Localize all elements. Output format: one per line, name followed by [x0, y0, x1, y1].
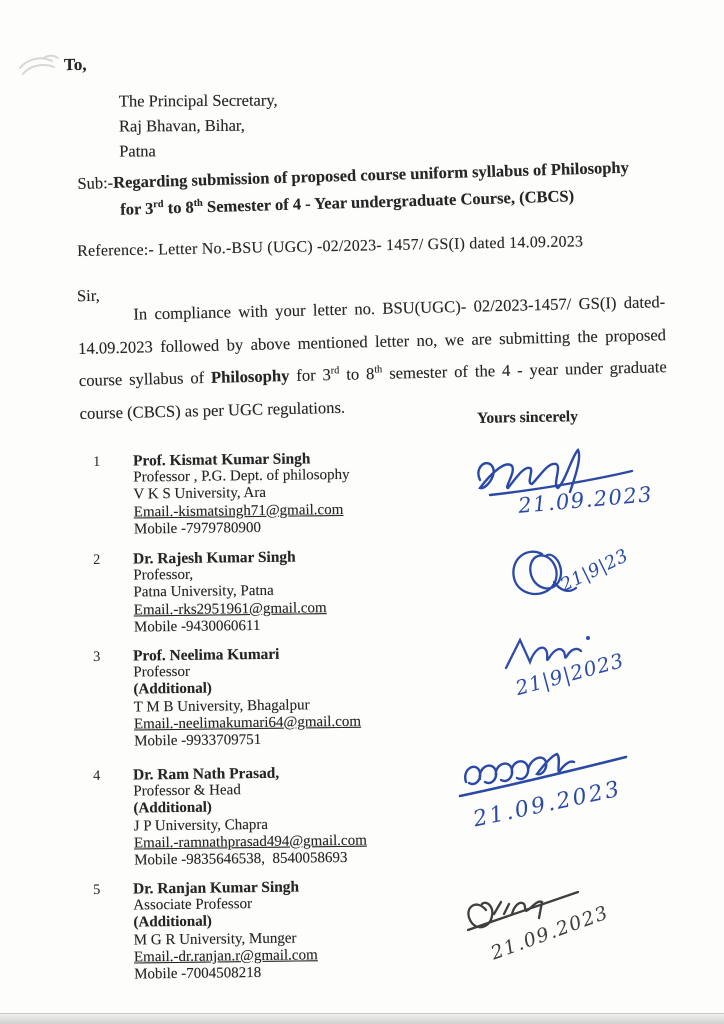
scan-smudge-mark	[14, 52, 66, 82]
text-line: J P University, Chapra	[133, 816, 269, 835]
signatory-block-4	[93, 764, 367, 871]
text-line: Professor	[133, 664, 191, 681]
closing-yours-sincerely: Yours sincerely	[476, 408, 579, 427]
body-line: course (CBCS) as per UGC regulations.	[79, 397, 346, 423]
text-line: Email.-dr.ranjan.r@gmail.com	[133, 947, 318, 966]
to-label: To,	[63, 54, 87, 75]
handwritten-signature-1	[466, 438, 671, 533]
body-paragraph	[77, 286, 668, 430]
text-line: Associate Professor	[133, 896, 253, 914]
text-line: Email.-rks2951961@gmail.com	[133, 599, 327, 619]
signatory-block-1	[93, 450, 350, 539]
subject-prefix: Sub:-	[77, 172, 114, 193]
scan-edge-band	[0, 1013, 724, 1024]
text-line: Professor,	[133, 566, 194, 584]
signatory-number: 1	[93, 453, 101, 470]
handwritten-signature-5	[456, 874, 646, 974]
signatory-number: 3	[93, 648, 101, 665]
signatory-number: 2	[93, 551, 101, 568]
text-line: Prof. Kismat Kumar Singh	[132, 450, 311, 470]
handwritten-signature-4	[450, 742, 655, 837]
signatory-number: 5	[93, 881, 101, 898]
text-line: Dr. Rajesh Kumar Singh	[132, 548, 296, 568]
signatory-details	[133, 645, 361, 751]
handwritten-signature-3	[498, 626, 673, 711]
text-line: T M B University, Bhagalpur	[133, 696, 310, 716]
text-line: Prof. Neelima Kumari	[132, 645, 280, 665]
signature-date: 21|9|2023	[512, 647, 627, 701]
text-line: Mobile -7979780900	[133, 519, 262, 538]
text-line: V K S University, Ara	[133, 485, 267, 503]
signature-date: 21.09.2023	[471, 776, 624, 833]
signatory-block-5	[93, 878, 318, 984]
body-line: 14.09.2023 followed by above mentioned letter no, we are submitting the proposed	[77, 324, 667, 358]
text-line: Professor , P.G. Dept. of philosophy	[133, 467, 350, 486]
text-line: Email.-neelimakumari64@gmail.com	[133, 713, 362, 733]
text-line: Mobile -7004508218	[134, 964, 262, 983]
text-line: Email.-ramnathprasad494@gmail.com	[133, 832, 367, 852]
reference-line: Reference:- Letter No.-BSU (UGC) -02/2023- 1457/ GS(I) dated 14.09.2023	[77, 233, 584, 260]
salutation: Sir,	[76, 285, 100, 306]
signature-date: 21.09.2023	[487, 901, 612, 965]
body-line: In compliance with your letter no. BSU(UGC)- 02/2023-1457/ GS(I) dated-	[133, 292, 666, 324]
text-line: (Additional)	[133, 913, 212, 931]
text-line: Mobile -9933709751	[134, 731, 262, 750]
subject-line-2: for 3rd to 8th Semester of 4 - Year undergraduate Course, (CBCS)	[119, 186, 575, 219]
text-line: Dr. Ram Nath Prasad,	[132, 764, 280, 784]
signatory-details	[133, 878, 318, 983]
signatory-block-3	[93, 645, 361, 751]
signatory-details	[133, 450, 350, 539]
text-line: (Additional)	[133, 680, 212, 698]
text-line: Email.-kismatsingh71@gmail.com	[133, 501, 344, 521]
recipient-address	[119, 87, 278, 163]
text-line: (Additional)	[133, 799, 212, 817]
signature-date: 21.09.2023	[517, 482, 655, 518]
signatory-block-2	[93, 548, 327, 637]
signature-date: 21|9|23	[557, 545, 632, 596]
text-line: Dr. Ranjan Kumar Singh	[132, 878, 300, 898]
signatory-number: 4	[93, 767, 101, 784]
text-line: Raj Bhavan, Bihar,	[118, 115, 245, 136]
text-line: M G R University, Munger	[133, 930, 297, 949]
text-line: Professor & Head	[133, 782, 241, 800]
text-line: Mobile -9835646538, 8540058693	[134, 849, 348, 869]
text-line: Mobile -9430060611	[133, 617, 261, 636]
text-line: Patna	[119, 141, 156, 161]
body-line: course syllabus of Philosophy for 3rd to 8th semester of the 4 - year under graduate	[78, 357, 667, 390]
subject-text: Regarding submission of proposed course uniform syllabus of Philosophy	[112, 157, 630, 192]
text-line: The Principal Secretary,	[118, 90, 278, 111]
signatory-details	[133, 548, 327, 636]
text-line: Patna University, Patna	[133, 583, 274, 601]
signatory-details	[133, 764, 367, 870]
handwritten-signature-2	[500, 538, 665, 618]
